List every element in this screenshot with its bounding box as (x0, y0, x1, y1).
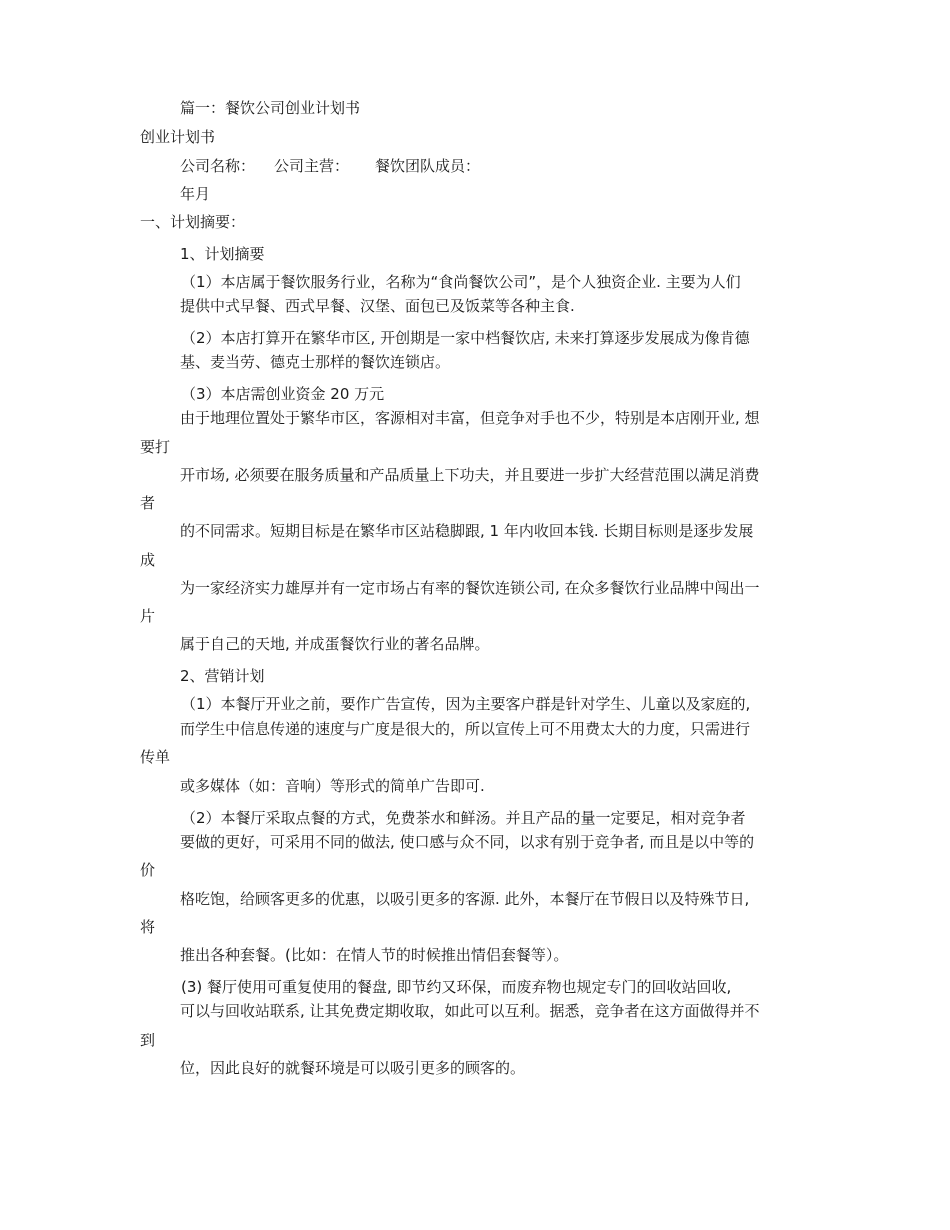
paragraph-line: 提供中式早餐、西式早餐、汉堡、面包已及饭菜等各种主食. (180, 297, 575, 315)
team-members-label: 餐饮团队成员： (375, 157, 481, 175)
paragraph-line: 开市场, 必须要在服务质量和产品质量上下功夫，并且要进一步扩大经营范围以满足消费 (180, 466, 760, 484)
paragraph-line: (3) 餐厅使用可重复使用的餐盘, 即节约又环保，而废弃物也规定专门的回收站回收, (181, 978, 732, 996)
paragraph-line: 或多媒体（如：音响）等形式的简单广告即可. (180, 777, 485, 795)
paragraph-line-wrap: 价 (140, 861, 156, 879)
date-line: 年月 (180, 185, 211, 203)
subsection-heading: 1、计划摘要 (180, 245, 265, 263)
company-main-label: 公司主营： (274, 157, 350, 175)
paragraph-line: 推出各种套餐。(比如：在情人节的时候推出情侣套餐等）。 (180, 946, 569, 964)
paragraph-line: 要做的更好，可采用不同的做法, 使口感与众不同，以求有别于竞争者, 而且是以中等的 (180, 833, 755, 851)
document-subtitle: 创业计划书 (140, 128, 216, 146)
paragraph-line: （2）本店打算开在繁华市区, 开创期是一家中档餐饮店, 未来打算逐步发展成为像肯德 (181, 329, 750, 347)
subsection-heading: 2、营销计划 (180, 667, 265, 685)
paragraph-line: 为一家经济实力雄厚并有一定市场占有率的餐饮连锁公司, 在众多餐饮行业品牌中闯出一 (180, 579, 760, 597)
paragraph-line-wrap: 要打 (140, 438, 171, 456)
paragraph-line: 属于自己的天地, 并成蛋餐饮行业的著名品牌。 (180, 635, 490, 653)
paragraph-line: （1）本餐厅开业之前，要作广告宣传，因为主要客户群是针对学生、儿童以及家庭的, (181, 695, 751, 713)
section-heading: 一、计划摘要： (140, 213, 246, 231)
paragraph-line-wrap: 传单 (140, 748, 171, 766)
paragraph-heading: （3）本店需创业资金 20 万元 (181, 385, 385, 403)
paragraph-line-wrap: 者 (140, 494, 156, 512)
paragraph-line: （1）本店属于餐饮服务行业，名称为“食尚餐饮公司”，是个人独资企业. 主要为人们 (181, 273, 741, 291)
paragraph-line-wrap: 成 (140, 551, 156, 569)
paragraph-line: 位，因此良好的就餐环境是可以吸引更多的顾客的。 (180, 1059, 526, 1077)
document-title: 篇一：餐饮公司创业计划书 (180, 99, 361, 117)
paragraph-line-wrap: 片 (140, 607, 156, 625)
paragraph-line: （2）本餐厅采取点餐的方式，免费茶水和鲜汤。并且产品的量一定要足，相对竞争者 (181, 809, 746, 827)
paragraph-line: 格吃饱，给顾客更多的优惠，以吸引更多的客源. 此外，本餐厅在节假日以及特殊节日, (180, 890, 750, 908)
paragraph-line: 基、麦当劳、德克士那样的餐饮连锁店。 (180, 353, 451, 371)
paragraph-line: 由于地理位置处于繁华市区，客源相对丰富，但竞争对手也不少，特别是本店刚开业, 想 (180, 409, 760, 427)
paragraph-line-wrap: 到 (140, 1031, 156, 1049)
paragraph-line: 的不同需求。短期目标是在繁华市区站稳脚跟, 1 年内收回本钱. 长期目标则是逐步发展 (180, 522, 754, 540)
company-name-label: 公司名称： (180, 157, 256, 175)
paragraph-line: 可以与回收站联系, 让其免费定期收取，如此可以互利。据悉，竞争者在这方面做得并不 (180, 1002, 760, 1020)
paragraph-line: 而学生中信息传递的速度与广度是很大的，所以宣传上可不用费太大的力度，只需进行 (180, 720, 751, 738)
paragraph-line-wrap: 将 (140, 918, 156, 936)
